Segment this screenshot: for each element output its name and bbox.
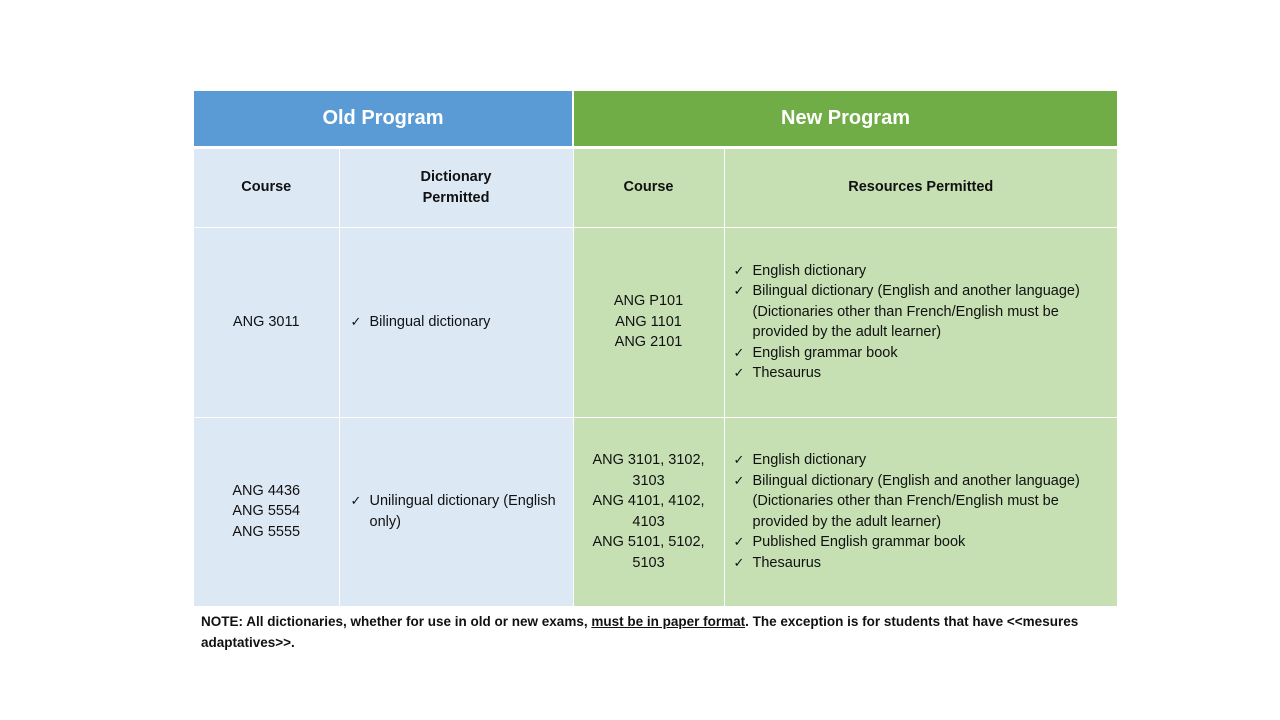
checkmark-icon: ✓ <box>733 283 745 298</box>
note-suffix: . The exception is for students that have <<mesures adaptatives>>. <box>201 614 1079 650</box>
new-course-cell <box>573 227 724 417</box>
list-item <box>346 312 567 333</box>
old-program-header: Old Program <box>194 91 573 147</box>
old-dictionary-cell <box>339 227 573 417</box>
new-resources-header <box>724 147 1117 227</box>
list-item <box>729 471 1106 533</box>
new-course-code: 4103 <box>632 513 665 530</box>
old-course-header <box>194 147 339 227</box>
program-header-row <box>194 91 1117 147</box>
dictionary-text: Bilingual dictionary <box>369 313 491 330</box>
old-dictionary-cell <box>339 417 573 606</box>
new-course-code: 5103 <box>632 554 665 571</box>
new-course-header <box>573 147 724 227</box>
list-item <box>729 450 1106 471</box>
list-item <box>729 281 1106 343</box>
note-underlined: must be in paper format <box>591 614 746 629</box>
checkmark-icon: ✓ <box>733 554 745 570</box>
column-header-row <box>194 147 1117 227</box>
checkmark-icon: ✓ <box>733 472 745 488</box>
old-course-cell <box>194 417 339 606</box>
resource-text: Bilingual dictionary (English and another language) (Dictionaries other than French/English must be provided by the adult learner) <box>752 283 1080 340</box>
old-course-cell <box>194 227 339 417</box>
new-course-code: 3103 <box>632 472 665 489</box>
new-program-header: New Program <box>573 91 1117 147</box>
checkmark-icon: ✓ <box>350 493 362 508</box>
new-resources-cell <box>724 227 1117 417</box>
old-course-code: ANG 4436 <box>232 482 301 499</box>
new-course-code: ANG 1101 <box>615 313 682 330</box>
old-dictionary-header-line2: Permitted <box>422 189 490 206</box>
list-item <box>729 553 1106 574</box>
resource-text: English grammar book <box>752 344 898 361</box>
table-row <box>194 227 1117 417</box>
table-row <box>194 417 1117 606</box>
old-course-code: ANG 5554 <box>232 503 301 520</box>
checkmark-icon: ✓ <box>733 452 745 467</box>
note-prefix: NOTE: All dictionaries, whether for use in old or new exams, <box>201 614 592 629</box>
list-item <box>729 363 1106 384</box>
dictionary-text: Unilingual dictionary (English only) <box>369 493 556 530</box>
new-course-code: ANG 3101, 3102, <box>592 452 705 468</box>
program-comparison-table <box>194 91 1117 607</box>
resource-text: Bilingual dictionary (English and another language) (Dictionaries other than French/English must be provided by the adult learner) <box>752 472 1080 530</box>
new-course-cell <box>573 417 724 606</box>
checkmark-icon: ✓ <box>733 534 745 549</box>
list-item <box>729 343 1106 364</box>
old-course-code: ANG 3011 <box>232 313 300 330</box>
paper-format-note <box>201 611 1121 653</box>
list-item <box>346 491 567 532</box>
new-course-code: ANG 2101 <box>614 334 683 351</box>
old-course-header-label: Course <box>241 179 292 196</box>
resource-text: English dictionary <box>752 262 867 279</box>
checkmark-icon: ✓ <box>350 313 362 329</box>
resource-text: Thesaurus <box>752 365 822 381</box>
new-course-code: ANG 5101, 5102, <box>592 534 705 550</box>
new-course-header-label: Course <box>623 179 674 196</box>
list-item <box>729 261 1106 282</box>
resource-text: Thesaurus <box>752 554 822 571</box>
new-course-code: ANG 4101, 4102, <box>592 493 705 509</box>
old-course-code: ANG 5555 <box>232 523 301 540</box>
old-dictionary-header <box>339 147 573 227</box>
old-dictionary-header-line1: Dictionary <box>420 169 492 185</box>
new-resources-cell <box>724 417 1117 606</box>
checkmark-icon: ✓ <box>733 262 745 278</box>
new-course-code: ANG P101 <box>613 293 684 310</box>
new-resources-header-label: Resources Permitted <box>848 179 994 196</box>
checkmark-icon: ✓ <box>733 365 745 380</box>
list-item <box>729 532 1106 553</box>
resource-text: Published English grammar book <box>752 534 966 550</box>
checkmark-icon: ✓ <box>733 344 745 360</box>
resource-text: English dictionary <box>752 452 867 468</box>
